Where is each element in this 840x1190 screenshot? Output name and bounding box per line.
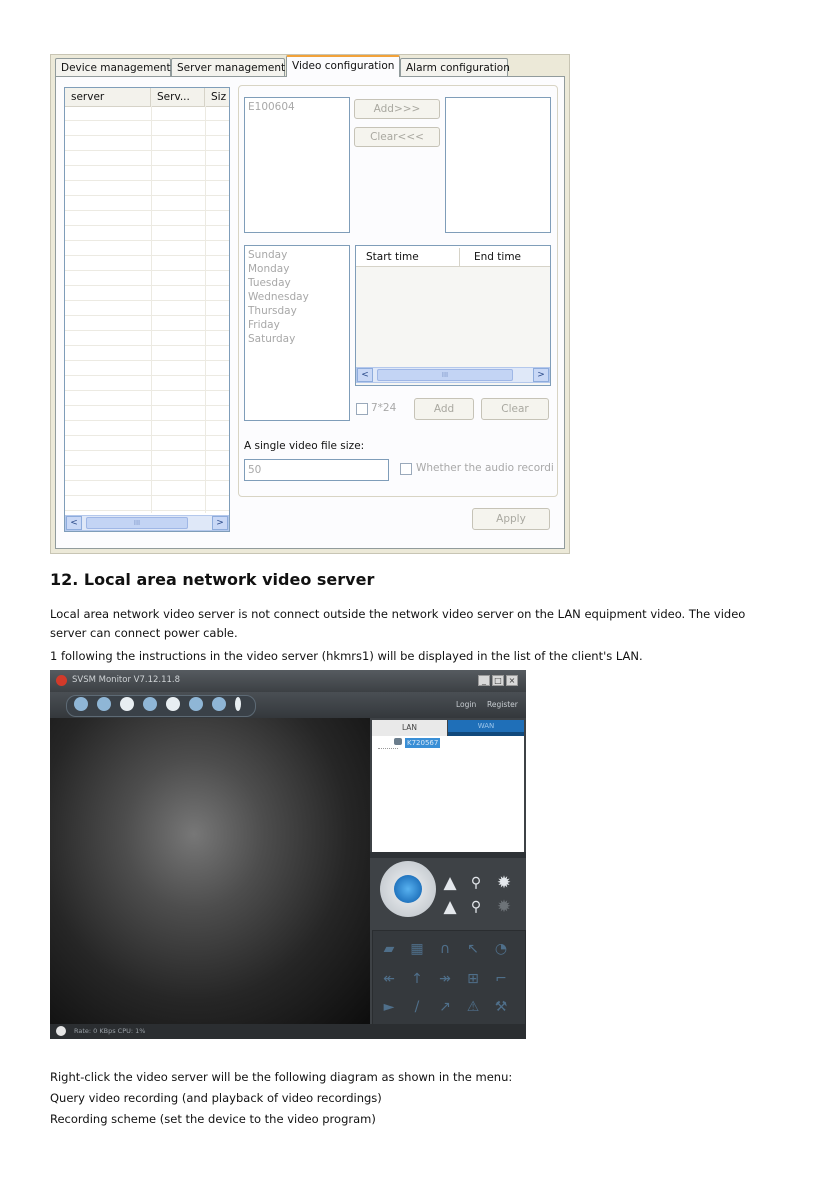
all-day-label: 7*24 [371,402,397,414]
all-day-checkbox[interactable] [356,403,368,415]
network-icon[interactable]: ⊞ [467,971,479,987]
table-row-line [65,210,229,211]
file-size-label: A single video file size: [244,440,365,452]
layout-icon[interactable] [74,697,88,711]
table-row-line [65,135,229,136]
status-icon [56,1026,66,1036]
device-tree[interactable] [372,736,524,852]
table-row-line [65,465,229,466]
register-link[interactable]: Register [487,700,518,709]
toolbar [50,692,526,718]
help-icon[interactable] [212,697,226,711]
server-table-scrollbar[interactable] [65,515,229,531]
add-time-button[interactable]: Add [414,398,474,420]
server-table-body [65,106,229,513]
table-row-line [65,120,229,121]
paragraph-line: 1 following the instructions in the video server (hkmrs1) will be displayed in the list of the client's LAN. [50,649,643,663]
video-viewport[interactable] [50,718,370,1024]
arrow-right-icon[interactable]: ↠ [439,971,451,987]
tab-server-management[interactable]: Server management [171,58,285,76]
table-row-line [65,405,229,406]
audio-record-label: Whether the audio recordi [416,462,554,474]
status-text: Rate: 0 KBps CPU: 1% [74,1027,146,1035]
list-item[interactable]: Tuesday [248,277,291,289]
camera-icon[interactable] [120,697,134,711]
list-item[interactable]: Monday [248,263,290,275]
function-grid [372,930,526,1026]
zoom-icon[interactable]: ⚲ [470,899,482,915]
tab-device-management[interactable]: Device management [55,58,171,76]
table-row-line [65,270,229,271]
play-icon[interactable]: ► [383,999,395,1015]
tab-alarm-configuration[interactable]: Alarm configuration [400,58,508,76]
ptz-wheel-icon[interactable] [380,861,436,917]
schedule-table[interactable] [355,245,551,386]
section-heading: 12. Local area network video server [50,570,375,589]
ptz-center-button[interactable] [394,875,422,903]
scroll-right-icon[interactable]: > [212,516,228,530]
table-row-line [65,300,229,301]
add-button[interactable]: Add>>> [354,99,440,119]
monitor-app-screenshot [50,670,526,1039]
scroll-thumb[interactable]: III [86,517,188,529]
settings-icon[interactable] [189,697,203,711]
list-item[interactable]: Thursday [248,305,297,317]
video-config-screenshot [50,54,570,554]
close-icon[interactable]: × [506,675,518,686]
table-row-line [65,435,229,436]
minimize-icon[interactable]: _ [478,675,490,686]
table-row-line [65,165,229,166]
arrow-left-icon[interactable]: ↞ [383,971,395,987]
paragraph-line: Right-click the video server will be the following diagram as shown in the menu: [50,1070,513,1084]
warning-icon[interactable]: ⚠ [466,999,480,1015]
table-row-line [65,345,229,346]
folder-icon[interactable]: ▰ [383,941,395,957]
clock-icon[interactable]: ◔ [494,941,508,957]
paragraph-line: Local area network video server is not connect outside the network video server on the LAN equipment video. The video [50,607,746,621]
table-row-line [65,240,229,241]
headset-icon[interactable]: ∩ [439,941,451,957]
app-logo-icon [56,675,67,686]
table-row-line [65,195,229,196]
list-item[interactable]: E100604 [248,101,295,113]
schedule-scrollbar[interactable] [356,367,550,383]
table-row-line [65,285,229,286]
title-bar [50,670,526,692]
scroll-right-icon[interactable]: > [533,368,549,382]
column-header-end-time[interactable]: End time [474,251,522,263]
tab-panel [55,76,565,549]
table-row-line [65,495,229,496]
table-row-line [65,180,229,181]
source-camera-list[interactable] [244,97,350,233]
status-bar [50,1024,526,1039]
paragraph-line: Recording scheme (set the device to the video program) [50,1112,376,1126]
paragraph-line: server can connect power cable. [50,626,238,640]
table-row-line [65,480,229,481]
scroll-left-icon[interactable]: < [357,368,373,382]
clear-time-button[interactable]: Clear [481,398,549,420]
tool-icon[interactable]: ↖ [467,941,479,957]
list-item[interactable]: Wednesday [248,291,309,303]
gear-icon[interactable]: ✹ [496,897,512,917]
iris-down-icon[interactable]: ▲ [443,897,457,917]
iris-up-icon[interactable]: ▲ [443,873,457,893]
tab-video-configuration[interactable]: Video configuration [286,55,400,77]
audio-record-checkbox[interactable] [400,463,412,475]
paragraph-line: Query video recording (and playback of video recordings) [50,1091,382,1105]
column-header-server[interactable]: server [65,88,151,106]
table-row-line [65,150,229,151]
toolbar-group [66,695,256,717]
server-table[interactable] [64,87,230,532]
table-row-line [65,225,229,226]
list-item[interactable]: Saturday [248,333,296,345]
control-panel [370,718,526,1024]
table-row-line [65,510,229,511]
info-icon[interactable] [235,697,241,711]
device-icon [394,738,402,745]
file-size-input[interactable]: 50 [244,459,389,481]
column-header-size[interactable]: Siz [211,91,227,103]
playback-icon[interactable] [143,697,157,711]
list-item[interactable]: Sunday [248,249,288,261]
maximize-icon[interactable]: □ [492,675,504,686]
tab-wan[interactable]: WAN [448,720,524,736]
list-item[interactable]: Friday [248,319,280,331]
scroll-thumb[interactable]: III [377,369,513,381]
app-title: SVSM Monitor V7.12.11.8 [72,675,181,685]
target-camera-list[interactable] [445,97,551,233]
gear-icon[interactable]: ✹ [496,873,512,893]
flag-icon[interactable]: ⌐ [495,971,507,987]
record-icon[interactable] [97,697,111,711]
table-row-line [65,375,229,376]
column-header-start-time[interactable]: Start time [360,248,460,266]
pen-icon[interactable]: / [414,999,420,1015]
device-tree-item[interactable]: K720567 [407,739,439,747]
table-row-line [65,420,229,421]
lock-icon[interactable] [166,697,180,711]
scroll-left-icon[interactable]: < [66,516,82,530]
weekday-list[interactable] [244,245,350,421]
table-row-line [65,330,229,331]
table-row-line [65,360,229,361]
table-row-line [65,315,229,316]
wrench-icon[interactable]: ⚒ [494,999,508,1015]
arrow-up-icon[interactable]: ↑ [411,971,423,987]
tab-lan[interactable]: LAN [372,720,447,736]
table-row-line [65,450,229,451]
login-link[interactable]: Login [456,700,477,709]
zoom-icon[interactable]: ⚲ [470,875,482,891]
table-row-line [65,255,229,256]
chart-icon[interactable]: ↗ [439,999,451,1015]
clear-list-button[interactable]: Clear<<< [354,127,440,147]
apply-button[interactable]: Apply [472,508,550,530]
panel-divider [370,852,526,858]
table-row-line [65,390,229,391]
column-header-serv[interactable]: Serv... [151,88,205,106]
film-icon[interactable]: ▦ [410,941,424,957]
